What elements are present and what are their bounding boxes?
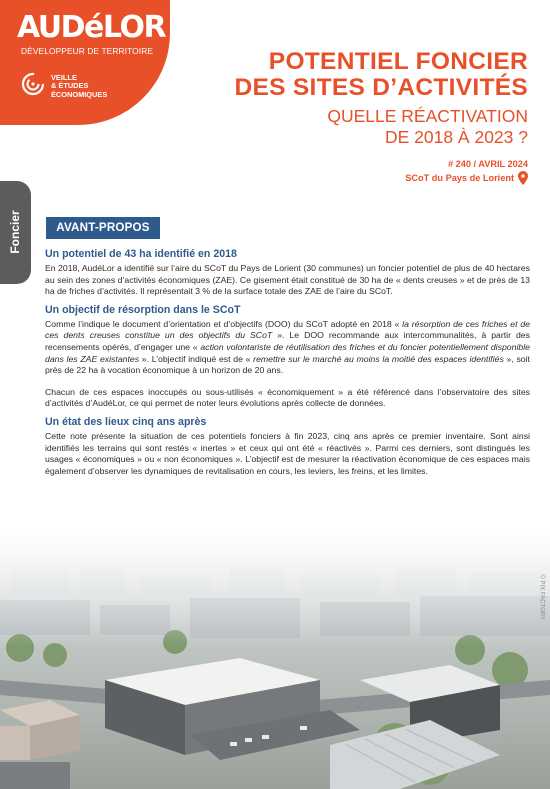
issue-number: # 240 / AVRIL 2024 bbox=[447, 159, 528, 169]
page-title-line1: POTENTIEL FONCIER bbox=[268, 48, 528, 75]
page-subtitle-line2: DE 2018 À 2023 ? bbox=[384, 127, 528, 147]
para-objectif-1: Comme l’indique le document d’orientation et d’objectifs (DOO) du SCoT adopté en 2018 « la résorption de ces friches et de ces dents creuses constitue un des objectifs du SCoT ». Le DOO recommande aux intercommunalités, à partir des recensements opérés, d’engager une « action volontariste de réutilisation des friches et du foncier potentiellement disponible dans les ZAE existantes ». L’objectif indiqué est de « remettre sur le marché au moins la moitié des espaces identifiés », soit près de 22 ha à vocation économique à un horizon de 20 ans. bbox=[45, 318, 530, 376]
section-badge: AVANT-PROPOS bbox=[46, 217, 160, 239]
veille-label: VEILLE & ÉTUDES ÉCONOMIQUES bbox=[51, 73, 108, 99]
map-pin-icon bbox=[518, 171, 528, 185]
aerial-photo bbox=[0, 530, 550, 789]
para-objectif-2: Chacun de ces espaces inoccupés ou sous-utilisés « économiquement » a été référencé dans l’observatoire des sites d’activités d’AudéLor, ce qui permet de noter leurs évolutions après collecte de données. bbox=[45, 386, 530, 409]
page-subtitle-line1: QUELLE RÉACTIVATION bbox=[327, 106, 528, 126]
heading-etat-des-lieux: Un état des lieux cinq ans après bbox=[45, 415, 207, 428]
heading-objectif: Un objectif de résorption dans le SCoT bbox=[45, 303, 241, 316]
logo-tagline: DÉVELOPPEUR DE TERRITOIRE bbox=[21, 46, 154, 56]
side-tab-label: Foncier bbox=[8, 210, 22, 254]
heading-potentiel: Un potentiel de 43 ha identifié en 2018 bbox=[45, 248, 237, 260]
para-etat-des-lieux: Cette note présente la situation de ces potentiels fonciers à fin 2023, cinq ans après ce premier inventaire. Sont ainsi identifiés les terrains qui sont restés « inertes » et ceux qui ont été « réactivés ». Parmi ces derniers, sont distingués les usages « économiques » ou « non économiques ». L’objectif est de mesurer la réactivation économique de ces espaces mais également d’observer les dynamiques de revitalisation en cours, les leviers, les freins, et les limites. bbox=[45, 430, 530, 476]
territory-label: SCoT du Pays de Lorient bbox=[405, 173, 514, 183]
article-content bbox=[45, 248, 530, 477]
page-title-line2: DES SITES D’ACTIVITÉS bbox=[234, 74, 528, 101]
para-potentiel: En 2018, AudéLor a identifié sur l’aire du SCoT du Pays de Lorient (30 communes) un foncier potentiel de plus de 40 hectares au sein des zones d’activités économiques (ZAE). Ce gisement était constitué de 30 ha de « dents creuses » et de près de 13 ha de friches d’activités. Il représentait 3 % de la surface totale des ZAE de l’aire du SCoT. bbox=[45, 263, 530, 297]
audelor-logo: AUDéLOR bbox=[17, 10, 166, 45]
brand-block bbox=[0, 0, 170, 125]
veille-spiral-icon bbox=[21, 72, 45, 96]
photo-credit: © PIX FACTORY bbox=[539, 574, 545, 620]
